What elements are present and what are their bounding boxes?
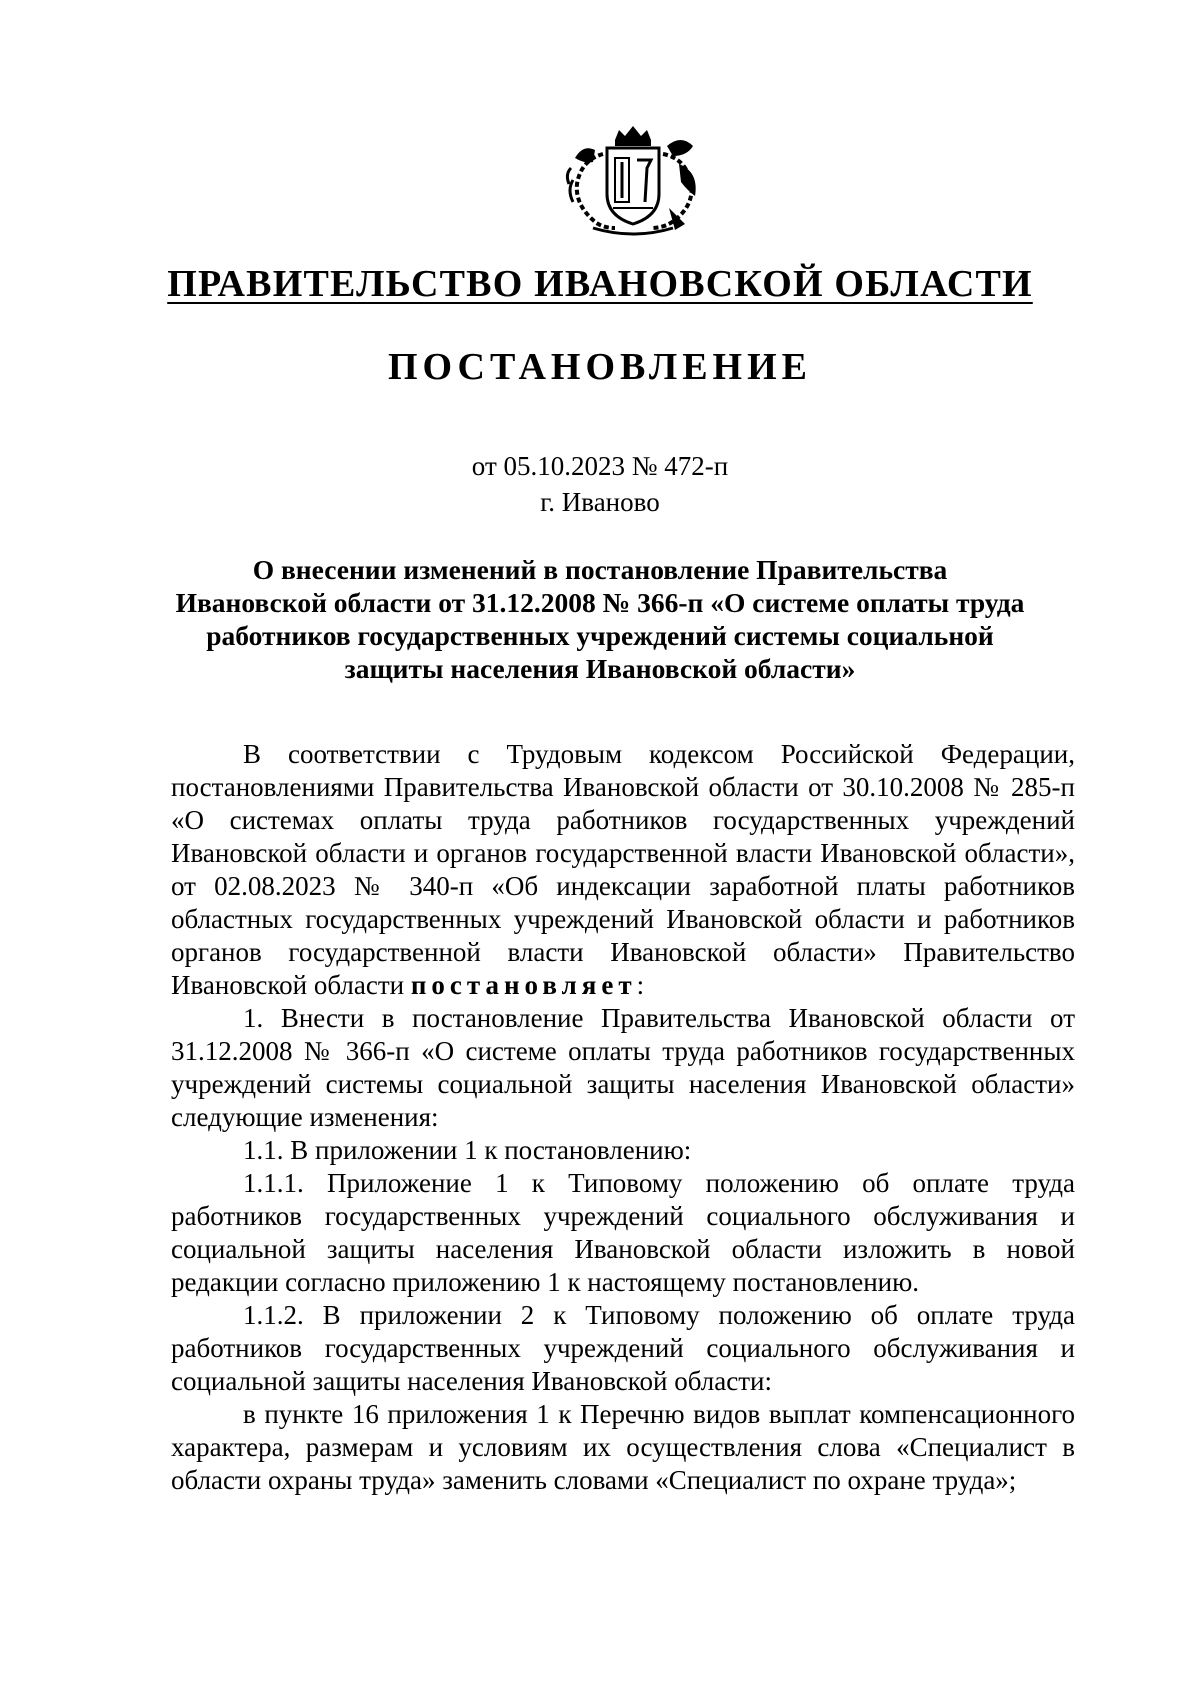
clause-1-1: 1.1. В приложении 1 к постановлению: bbox=[243, 1135, 692, 1165]
subject-line: защиты населения Ивановской области» bbox=[344, 653, 856, 684]
clause-1-1-2: 1.1.2. В приложении 2 к Типовому положению об оплате труда работников государственных учреждений социального обслуживания и социальной защиты населения Ивановской области: bbox=[171, 1300, 1075, 1396]
preamble-text: В соответствии с Трудовым кодексом Российской Федерации, постановлениями Правительства Ивановской области от 30.10.2008 № 285-п «О системах оплаты труда работников государственных учреждений Ивановской области и органов государственной власти Ивановской области», от 02.08.2023 № 340-п «Об индексации заработной платы работников областных государственных учреждений Ивановской области и работников органов государственной власти Ивановской области» Правительство Ивановской области bbox=[171, 739, 1075, 1000]
document-city: г. Иваново bbox=[540, 487, 660, 517]
subject-line: Ивановской области от 31.12.2008 № 366-п «О системе оплаты труда bbox=[175, 587, 1025, 618]
subject-line: работников государственных учреждений системы социальной bbox=[206, 620, 994, 651]
preamble-paragraph bbox=[171, 738, 1075, 1002]
document-body bbox=[171, 738, 1075, 1497]
document-type-heading: ПОСТАНОВЛЕНИЕ bbox=[387, 346, 813, 388]
document-date-number: от 05.10.2023 № 472-п bbox=[471, 451, 729, 481]
resolution-keyword: постановляет bbox=[410, 970, 637, 1000]
coat-of-arms-icon bbox=[563, 124, 703, 236]
document-subject bbox=[150, 553, 1050, 685]
clause-1-1-1: 1.1.1. Приложение 1 к Типовому положению об оплате труда работников государственных учреждений социального обслуживания и социальной защиты населения Ивановской области изложить в новой редакции согласно приложению 1 к настоящему постановлению. bbox=[171, 1168, 1075, 1297]
clause-1: 1. Внести в постановление Правительства Ивановской области от 31.12.2008 № 366-п «О системе оплаты труда работников государственных учреждений системы социальной защиты населения Ивановской области» следующие изменения: bbox=[171, 1003, 1075, 1132]
organization-title-text: ПРАВИТЕЛЬСТВО ИВАНОВСКОЙ ОБЛАСТИ bbox=[167, 263, 1033, 305]
organization-title bbox=[0, 262, 1200, 306]
preamble-end: : bbox=[636, 970, 645, 1000]
subject-line: О внесении изменений в постановление Правительства bbox=[252, 554, 948, 585]
clause-1-1-2-item: в пункте 16 приложения 1 к Перечню видов выплат компенсационного характера, размерам и условиям их осуществления слова «Специалист в области охраны труда» заменить словами «Специалист по охране труда»; bbox=[171, 1399, 1075, 1495]
